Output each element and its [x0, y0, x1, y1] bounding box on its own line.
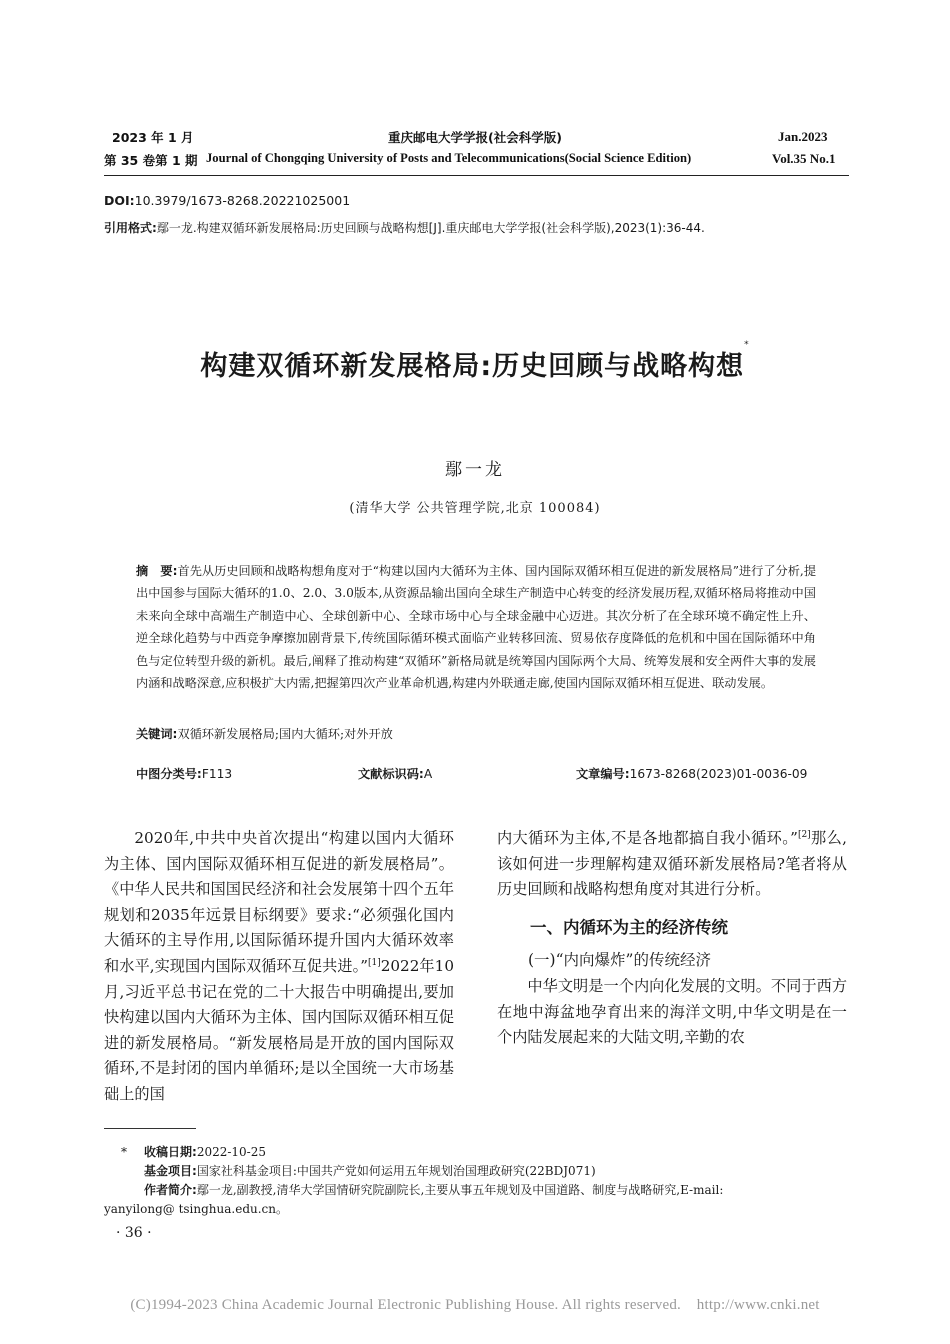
body-right-text-start: 内大循环为主体,不是各地都搞自我小循环。” [497, 829, 798, 847]
author-email[interactable]: yanyilong@ tsinghua.edu.cn。 [104, 1202, 288, 1216]
footnote-fund [144, 1162, 849, 1181]
article-number-value: 1673-8268(2023)01-0036-09 [629, 767, 808, 781]
header-issue-cn: 第 35 卷第 1 期 [104, 153, 198, 168]
body-paragraph-2: 中华文明是一个内向化发展的文明。不同于西方在地中海盆地孕育出来的海洋文明,中华文明是在一个内陆发展起来的大陆文明,辛勤的农 [497, 976, 847, 1047]
header-issue-en: Vol.35 No.1 [772, 151, 836, 166]
received-date: 2022-10-25 [196, 1145, 266, 1159]
citation-line [104, 219, 705, 236]
title-footnote-mark: * [744, 340, 750, 350]
body-left-column [104, 826, 454, 1108]
body-paragraph [104, 826, 454, 1108]
doi-label: DOI: [104, 193, 135, 208]
reference-1[interactable]: [1] [367, 957, 381, 968]
citation-label: 引用格式: [104, 221, 157, 235]
doc-code [358, 765, 432, 782]
doc-value: A [423, 767, 433, 781]
footnote-rule [104, 1128, 196, 1129]
header-rule [104, 175, 849, 176]
body-left-text-cont: 2022年10月,习近平总书记在党的二十大报告中明确提出,要加快构建以国内大循环为主体、国内国际双循环相互促进的新发展格局。“新发展格局是开放的国内国际双循环,不是封闭的国内单循环;是以全国统一大市场基础上的国 [104, 956, 454, 1103]
footnote-author [104, 1181, 849, 1219]
page-number: · 36 · [116, 1225, 152, 1241]
copyright-footer: (C)1994-2023 China Academic Journal Electronic Publishing House. All rights reserved. http://www.cnki.net [130, 1297, 820, 1313]
body-right-text-end: 那么,该如何进一步理解构建双循环新发展格局?笔者将从历史回顾和战略构想角度对其进行分析。 [497, 829, 847, 899]
citation-text: 鄢一龙.构建双循环新发展格局:历史回顾与战略构想[J].重庆邮电大学学报(社会科学版),2023(1):36-44. [156, 221, 705, 235]
keywords [136, 725, 816, 742]
author-info-label: 作者简介: [144, 1183, 197, 1197]
subsection-heading: (一)“内向爆炸”的传统经济 [528, 951, 711, 970]
keywords-label: 关键词: [136, 727, 178, 741]
doc-label: 文献标识码: [358, 767, 424, 781]
clc-value: F113 [201, 767, 233, 781]
body-paragraph-cont [497, 826, 847, 903]
abstract-text: 首先从历史回顾和战略构想角度对于“构建以国内大循环为主体、国内国际双循环相互促进的新发展格局”进行了分析,提出中国参与国际大循环的1.0、2.0、3.0版本,从资源品输出国向全球生产制造中心转变的经济发展历程,双循环格局将推动中国未来向全球中高端生产制造中心、全球创新中心、全球市场中心与全球金融中心迈进。其次分析了在全球环境不确定性上升、逆全球化趋势与中西竞争摩擦加剧背景下,传统国际循环模式面临产业转移回流、贸易依存度降低的危机和中国在国际循环中角色与定位转型升级的新机。最后,阐释了推动构建“双循环”新格局就是统筹国内国际两个大局、统筹发展和安全两件大事的发展内涵和战略深意,应积极扩大内需,把握第四次产业革命机遇,构建内外联通走廊,使国内国际双循环相互促进、联动发展。 [136, 564, 817, 691]
author-affiliation: (清华大学 公共管理学院,北京 100084) [349, 501, 601, 516]
fund-text: 国家社科基金项目:中国共产党如何运用五年规划治国理政研究(22BDJ071) [196, 1164, 596, 1178]
keywords-text: 双循环新发展格局;国内大循环;对外开放 [177, 727, 393, 741]
clc-label: 中图分类号: [136, 767, 202, 781]
article-number-label: 文章编号: [576, 767, 630, 781]
clc-code [136, 765, 232, 782]
header-date-cn: 2023 年 1 月 [112, 130, 194, 145]
footnote-mark: * [121, 1145, 127, 1159]
author-name: 鄢一龙 [445, 460, 505, 480]
abstract [136, 560, 816, 694]
body-right-column [497, 826, 847, 1051]
section-heading: 一、内循环为主的经济传统 [530, 917, 728, 937]
article-title-text: 构建双循环新发展格局:历史回顾与战略构想 [200, 351, 745, 382]
received-label: 收稿日期: [144, 1145, 197, 1159]
abstract-label: 摘 要: [136, 564, 178, 578]
author-info-text: 鄢一龙,副教授,清华大学国情研究院副院长,主要从事五年规划及中国道路、制度与战略研究,E-mail: [196, 1183, 724, 1197]
header-date-en: Jan.2023 [778, 129, 828, 144]
fund-label: 基金项目: [144, 1164, 197, 1178]
header-journal-cn: 重庆邮电大学学报(社会科学版) [388, 130, 562, 145]
header-journal-en: Journal of Chongqing University of Posts and Telecommunications(Social Science Edition) [206, 151, 692, 165]
doi-value[interactable]: 10.3979/1673-8268.20221025001 [134, 193, 351, 208]
article-title [0, 340, 950, 383]
body-left-text: 2020年,中共中央首次提出“构建以国内大循环为主体、国内国际双循环相互促进的新发展格局”。《中华人民共和国国民经济和社会发展第十四个五年规划和2035年远景目标纲要》要求:“必须强化国内大循环的主导作用,以国际循环提升国内大循环效率和水平,实现国内国际双循环互促共进。” [104, 829, 454, 975]
doi-line [104, 193, 350, 208]
reference-2[interactable]: [2] [797, 830, 811, 840]
article-number [576, 765, 807, 782]
footnote-received [104, 1143, 849, 1162]
